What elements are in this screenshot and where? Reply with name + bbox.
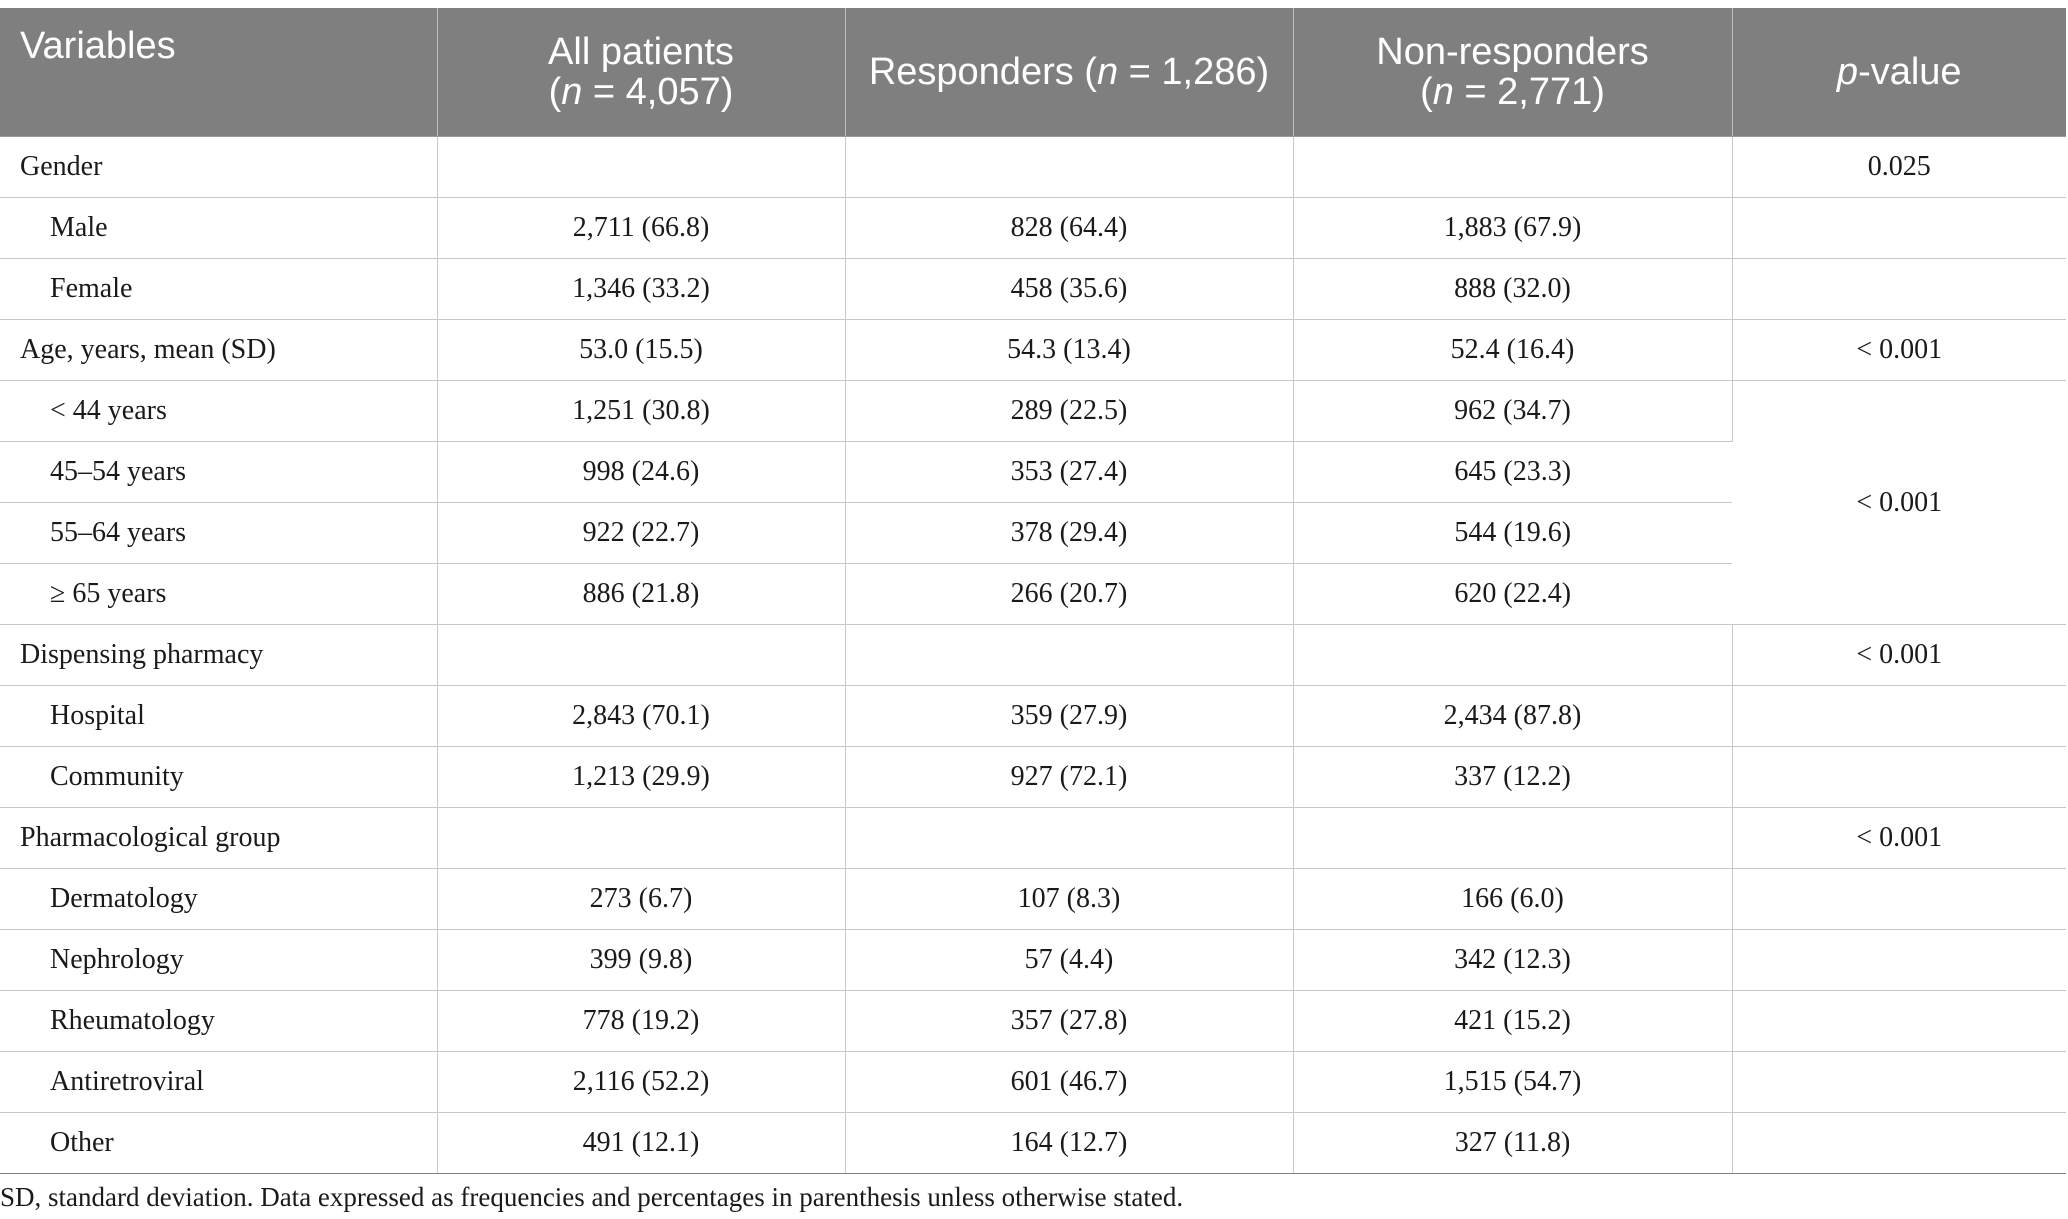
cell-p-value-age-groups: < 0.001	[1732, 381, 2066, 625]
cell-non-responders: 342 (12.3)	[1293, 930, 1732, 991]
cell-non-responders: 421 (15.2)	[1293, 991, 1732, 1052]
cell-p-value: 0.025	[1732, 137, 2066, 198]
cell-non-responders: 1,515 (54.7)	[1293, 1052, 1732, 1113]
cell-all: 273 (6.7)	[437, 869, 845, 930]
cell-non-responders: 1,883 (67.9)	[1293, 198, 1732, 259]
cell-non-responders	[1293, 137, 1732, 198]
header-variables	[0, 8, 437, 137]
table-row	[0, 869, 2066, 930]
cell-all	[437, 137, 845, 198]
cell-non-responders: 544 (19.6)	[1293, 503, 1732, 564]
cell-responders: 458 (35.6)	[845, 259, 1293, 320]
cell-responders: 107 (8.3)	[845, 869, 1293, 930]
cell-all: 778 (19.2)	[437, 991, 845, 1052]
cell-responders: 266 (20.7)	[845, 564, 1293, 625]
table-footnote: SD, standard deviation. Data expressed as frequencies and percentages in parenthesis unless otherwise stated.	[0, 1182, 1184, 1212]
row-label: < 44 years	[0, 381, 437, 442]
row-label: Rheumatology	[0, 991, 437, 1052]
cell-responders: 54.3 (13.4)	[845, 320, 1293, 381]
cell-non-responders: 166 (6.0)	[1293, 869, 1732, 930]
cell-all: 998 (24.6)	[437, 442, 845, 503]
row-label: Antiretroviral	[0, 1052, 437, 1113]
table-row	[0, 1052, 2066, 1113]
row-label: 55–64 years	[0, 503, 437, 564]
table-row	[0, 259, 2066, 320]
cell-all: 2,116 (52.2)	[437, 1052, 845, 1113]
header-responders	[845, 8, 1293, 137]
cell-non-responders: 337 (12.2)	[1293, 747, 1732, 808]
cell-all	[437, 625, 845, 686]
table-header	[0, 8, 2066, 137]
cell-all: 2,711 (66.8)	[437, 198, 845, 259]
cell-all: 886 (21.8)	[437, 564, 845, 625]
cell-non-responders	[1293, 808, 1732, 869]
cell-responders: 353 (27.4)	[845, 442, 1293, 503]
cell-p-value	[1732, 1113, 2066, 1174]
row-label: ≥ 65 years	[0, 564, 437, 625]
cell-responders: 289 (22.5)	[845, 381, 1293, 442]
cell-p-value: < 0.001	[1732, 625, 2066, 686]
row-label: Female	[0, 259, 437, 320]
cell-responders	[845, 808, 1293, 869]
header-responders-label: Responders (n = 1,286)	[868, 51, 1270, 93]
header-all-patients-n: (n = 4,057)	[548, 71, 734, 113]
cell-all: 1,251 (30.8)	[437, 381, 845, 442]
cell-non-responders	[1293, 625, 1732, 686]
cell-responders: 359 (27.9)	[845, 686, 1293, 747]
cell-p-value	[1732, 747, 2066, 808]
row-label: Age, years, mean (SD)	[0, 320, 437, 381]
cell-responders: 164 (12.7)	[845, 1113, 1293, 1174]
table-container	[0, 8, 2066, 1213]
cell-non-responders: 888 (32.0)	[1293, 259, 1732, 320]
cell-responders: 57 (4.4)	[845, 930, 1293, 991]
cell-responders: 357 (27.8)	[845, 991, 1293, 1052]
table-row	[0, 930, 2066, 991]
cell-p-value	[1732, 686, 2066, 747]
header-non-responders	[1293, 8, 1732, 137]
header-all-patients-label: All patients	[548, 31, 734, 73]
header-row	[0, 8, 2066, 137]
cell-p-value: < 0.001	[1732, 808, 2066, 869]
table-row	[0, 381, 2066, 442]
header-p-value-text: p-value	[1836, 51, 1962, 93]
cell-all: 399 (9.8)	[437, 930, 845, 991]
cell-non-responders: 327 (11.8)	[1293, 1113, 1732, 1174]
table-row	[0, 747, 2066, 808]
row-label: 45–54 years	[0, 442, 437, 503]
cell-responders: 828 (64.4)	[845, 198, 1293, 259]
table-row	[0, 320, 2066, 381]
table-row	[0, 198, 2066, 259]
cell-non-responders: 645 (23.3)	[1293, 442, 1732, 503]
table-row	[0, 625, 2066, 686]
cell-all: 1,346 (33.2)	[437, 259, 845, 320]
cell-all: 1,213 (29.9)	[437, 747, 845, 808]
cell-p-value	[1732, 991, 2066, 1052]
cell-responders: 601 (46.7)	[845, 1052, 1293, 1113]
cell-p-value	[1732, 930, 2066, 991]
cell-p-value	[1732, 869, 2066, 930]
row-label: Gender	[0, 137, 437, 198]
header-p-value	[1732, 8, 2066, 137]
cell-p-value: < 0.001	[1732, 320, 2066, 381]
cell-all: 922 (22.7)	[437, 503, 845, 564]
cell-responders: 927 (72.1)	[845, 747, 1293, 808]
table-row	[0, 1113, 2066, 1174]
cell-all: 53.0 (15.5)	[437, 320, 845, 381]
cell-non-responders: 52.4 (16.4)	[1293, 320, 1732, 381]
header-all-patients	[437, 8, 845, 137]
cell-responders: 378 (29.4)	[845, 503, 1293, 564]
row-label: Pharmacological group	[0, 808, 437, 869]
row-label: Hospital	[0, 686, 437, 747]
cell-responders	[845, 137, 1293, 198]
cell-p-value	[1732, 198, 2066, 259]
row-label: Other	[0, 1113, 437, 1174]
header-variables-text: Variables	[20, 25, 176, 67]
table-row	[0, 808, 2066, 869]
table-row	[0, 991, 2066, 1052]
row-label: Male	[0, 198, 437, 259]
header-non-responders-n: (n = 2,771)	[1420, 71, 1605, 113]
cell-p-value	[1732, 1052, 2066, 1113]
cell-non-responders: 620 (22.4)	[1293, 564, 1732, 625]
table-row	[0, 137, 2066, 198]
cell-responders	[845, 625, 1293, 686]
row-label: Dermatology	[0, 869, 437, 930]
cell-all: 2,843 (70.1)	[437, 686, 845, 747]
patient-characteristics-table	[0, 8, 2066, 1174]
table-row	[0, 686, 2066, 747]
table-body	[0, 137, 2066, 1174]
cell-non-responders: 962 (34.7)	[1293, 381, 1732, 442]
header-non-responders-label: Non-responders	[1376, 31, 1649, 73]
cell-p-value	[1732, 259, 2066, 320]
row-label: Community	[0, 747, 437, 808]
cell-all	[437, 808, 845, 869]
cell-non-responders: 2,434 (87.8)	[1293, 686, 1732, 747]
cell-all: 491 (12.1)	[437, 1113, 845, 1174]
row-label: Nephrology	[0, 930, 437, 991]
row-label: Dispensing pharmacy	[0, 625, 437, 686]
